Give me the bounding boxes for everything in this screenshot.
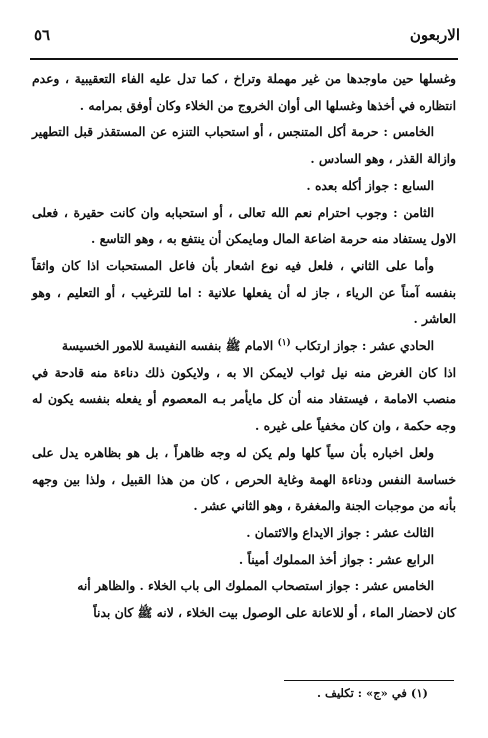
paragraph-lead: الحادي عشر : جواز ارتكاب xyxy=(295,338,434,354)
header-rule xyxy=(30,58,458,60)
paragraph-lead-tail: الامام ﷺ بنفسه النفيسة للامور الخسيسة xyxy=(61,338,274,354)
paragraph: الرابع عشر : جواز أخذ المملوك أميناً . xyxy=(238,551,434,567)
footnote: (١) في «ج» : تكليف . xyxy=(317,686,428,700)
paragraph xyxy=(32,333,456,360)
body-text xyxy=(32,66,456,627)
footnote-rule xyxy=(284,680,454,681)
paragraph: وأما على الثاني ، فلعل فيه نوع اشعار بأن فاعل المستحبات اذا كان واثقاً بنفسه آمناً عن الرياء ، جاز له أن يفعلها علانية : اما للترغيب ، أو التعليم ، وهو العاشر . xyxy=(32,257,456,327)
paragraph: السابع : جواز أكله بعده . xyxy=(306,177,434,193)
paragraph: ولعل اخباره بأن سياً كلها ولم يكن له وجه ظاهراً ، بل هو بظاهره يدل على خساسة النفس ودناءة الهمة وغاية الحرص ، كان من هذا القبيل ، ولذا بين وجهه بأنه من موجبات الجنة والمغفرة ، وهو الثاني عشر . xyxy=(32,444,456,514)
paragraph: الخامس : حرمة أكل المتنجس ، أو استحباب التنزه عن المستقذر قبل التطهير وازالة القذر ، وهو السادس . xyxy=(32,124,456,167)
paragraph: اذا كان الغرض منه نيل ثواب لايمكن الا به ، ولايكون ذلك دناءة منه قادحة في منصب الامامة ، فيستفاد منه أن كل مايأمر بـه المعصوم أو يفعله بنفسه يكون له وجه حكمة ، وان كان مخفياً على غيره . xyxy=(32,364,456,434)
page-number: ٥٦ xyxy=(34,26,51,44)
page-header xyxy=(28,26,460,52)
paragraph: كان لاحضار الماء ، أو للاعانة على الوصول بيت الخلاء ، لانه ﷺ كان بدناً xyxy=(93,605,456,621)
paragraph: وغسلها حين ماوجدها من غير مهملة وتراخ ، كما تدل عليه الفاء التعقيبية ، وعدم انتظاره في أخذها وغسلها الى أوان الخروج من الخلاء وكان أوفق بمرامه . xyxy=(32,71,456,113)
paragraph: الثامن : وجوب احترام نعم الله تعالى ، أو استحبابه وان كانت حقيرة ، فعلى الاول يستفاد منه حرمة اضاعة المال ومايمكن أن ينتفع به ، وهو التاسع . xyxy=(32,204,456,247)
running-title: الاربعون xyxy=(409,26,460,44)
paragraph: الخامس عشر : جواز استصحاب المملوك الى باب الخلاء . والظاهر أنه xyxy=(77,578,434,594)
paragraph: الثالث عشر : جواز الايداع والائتمان . xyxy=(246,524,434,540)
footnote-marker: (١) xyxy=(277,337,291,348)
